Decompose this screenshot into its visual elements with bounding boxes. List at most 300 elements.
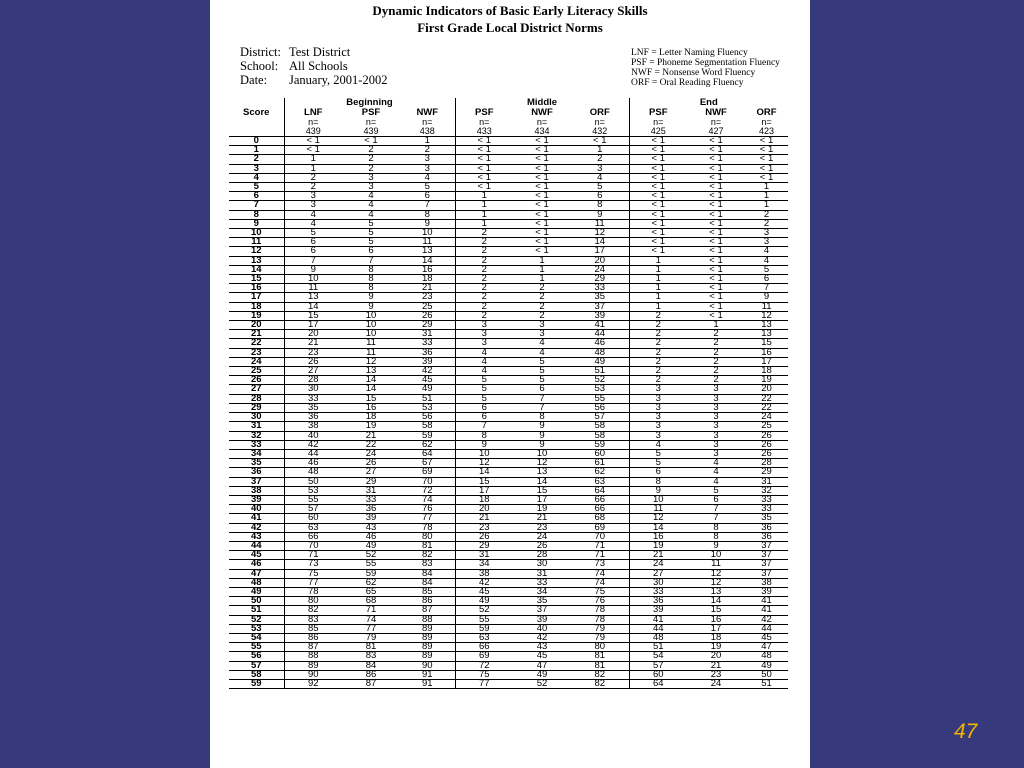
value-cell: 70 (571, 532, 629, 541)
score-cell: 53 (229, 624, 284, 633)
value-cell: 20 (687, 652, 745, 661)
value-cell: 21 (629, 551, 687, 560)
value-cell: 75 (284, 569, 342, 578)
value-cell: 7 (745, 284, 788, 293)
value-cell: 16 (342, 403, 400, 412)
value-cell: 83 (400, 560, 455, 569)
value-cell: 16 (745, 348, 788, 357)
value-cell: 9 (284, 265, 342, 274)
n-value: 434 (513, 127, 571, 137)
value-cell: 15 (455, 477, 513, 486)
value-cell: < 1 (513, 201, 571, 210)
value-cell: 55 (284, 495, 342, 504)
value-cell: 4 (571, 173, 629, 182)
value-cell: 1 (629, 275, 687, 284)
value-cell: 14 (629, 523, 687, 532)
value-cell: 7 (284, 256, 342, 265)
value-cell: 10 (400, 229, 455, 238)
value-cell: 18 (745, 367, 788, 376)
value-cell: 45 (513, 652, 571, 661)
value-cell: 5 (629, 449, 687, 458)
value-cell: 2 (342, 146, 400, 155)
col-header: NWF (416, 107, 439, 118)
value-cell: 2 (513, 284, 571, 293)
value-cell: < 1 (745, 173, 788, 182)
value-cell: 49 (571, 357, 629, 366)
value-cell: 2 (687, 330, 745, 339)
value-cell: 29 (571, 275, 629, 284)
value-cell: 10 (455, 449, 513, 458)
value-cell: 14 (342, 376, 400, 385)
value-cell: 39 (571, 311, 629, 320)
value-cell: 4 (342, 192, 400, 201)
value-cell: 5 (571, 183, 629, 192)
value-cell: 8 (629, 477, 687, 486)
value-cell: 4 (455, 357, 513, 366)
score-cell: 46 (229, 560, 284, 569)
value-cell: 15 (284, 311, 342, 320)
value-cell: 26 (400, 311, 455, 320)
value-cell: 13 (284, 293, 342, 302)
value-cell: 43 (342, 523, 400, 532)
value-cell: 80 (284, 597, 342, 606)
meta-district (240, 45, 350, 60)
value-cell: 35 (513, 597, 571, 606)
value-cell: 31 (745, 477, 788, 486)
score-cell: 21 (229, 330, 284, 339)
value-cell: 63 (284, 523, 342, 532)
value-cell: 89 (400, 633, 455, 642)
col-header: ORF (756, 107, 777, 118)
score-cell: 38 (229, 486, 284, 495)
value-cell: 66 (571, 505, 629, 514)
value-cell: 52 (513, 679, 571, 688)
value-cell: 19 (342, 422, 400, 431)
value-cell: 5 (342, 238, 400, 247)
value-cell: 64 (571, 486, 629, 495)
value-cell: 3 (687, 394, 745, 403)
value-cell: 92 (284, 679, 342, 688)
value-cell: 68 (571, 514, 629, 523)
value-cell: 4 (513, 348, 571, 357)
value-cell: 29 (400, 321, 455, 330)
value-cell: 26 (342, 459, 400, 468)
value-cell: 37 (513, 606, 571, 615)
value-cell: 8 (342, 284, 400, 293)
value-cell: 3 (455, 321, 513, 330)
value-cell: 9 (455, 440, 513, 449)
value-cell: 5 (455, 385, 513, 394)
col-header: PSF (629, 108, 687, 118)
value-cell: 13 (687, 587, 745, 596)
value-cell: 3 (400, 164, 455, 173)
value-cell: 42 (513, 633, 571, 642)
value-cell: 63 (571, 477, 629, 486)
value-cell: 7 (513, 403, 571, 412)
value-cell: 78 (400, 523, 455, 532)
value-cell: 78 (571, 615, 629, 624)
legend-lnf: LNF = Letter Naming Fluency (631, 48, 748, 58)
value-cell: 90 (284, 670, 342, 679)
value-cell: 45 (745, 633, 788, 642)
value-cell: 20 (284, 330, 342, 339)
value-cell: 1 (745, 201, 788, 210)
score-cell: 36 (229, 468, 284, 477)
value-cell: < 1 (455, 137, 513, 146)
value-cell: 11 (342, 339, 400, 348)
value-cell: 2 (629, 376, 687, 385)
value-cell: 3 (629, 385, 687, 394)
value-cell: < 1 (513, 155, 571, 164)
value-cell: 22 (745, 394, 788, 403)
value-cell: 12 (513, 459, 571, 468)
value-cell: 36 (342, 505, 400, 514)
value-cell: 5 (284, 229, 342, 238)
value-cell: < 1 (513, 164, 571, 173)
value-cell: 6 (745, 275, 788, 284)
value-cell: 38 (284, 422, 342, 431)
table-header (229, 98, 788, 137)
value-cell: 86 (342, 670, 400, 679)
value-cell: 36 (629, 597, 687, 606)
value-cell: 2 (284, 173, 342, 182)
value-cell: 4 (455, 348, 513, 357)
value-cell: 79 (342, 633, 400, 642)
value-cell: 35 (745, 514, 788, 523)
value-cell: 1 (455, 210, 513, 219)
value-cell: 33 (513, 578, 571, 587)
score-cell: 26 (229, 376, 284, 385)
value-cell: 2 (629, 311, 687, 320)
value-cell: 21 (400, 284, 455, 293)
value-cell: 66 (284, 532, 342, 541)
value-cell: 6 (455, 403, 513, 412)
value-cell: 53 (400, 403, 455, 412)
n-value: 439 (284, 127, 342, 137)
value-cell: 37 (571, 302, 629, 311)
value-cell: 16 (400, 265, 455, 274)
value-cell: 10 (513, 449, 571, 458)
value-cell: 1 (513, 265, 571, 274)
value-cell: 7 (687, 514, 745, 523)
meta-school (240, 59, 348, 74)
value-cell: 19 (687, 643, 745, 652)
page-number: 47 (954, 720, 978, 743)
value-cell: 40 (513, 624, 571, 633)
value-cell: 2 (513, 293, 571, 302)
value-cell: 2 (687, 376, 745, 385)
value-cell: 41 (629, 615, 687, 624)
n-label: n= (629, 118, 687, 127)
value-cell: 31 (342, 486, 400, 495)
value-cell: < 1 (284, 146, 342, 155)
value-cell: 83 (342, 652, 400, 661)
score-cell: 37 (229, 477, 284, 486)
value-cell: < 1 (687, 229, 745, 238)
n-value: 427 (687, 127, 745, 137)
value-cell: 2 (455, 229, 513, 238)
value-cell: 7 (455, 422, 513, 431)
value-cell: 4 (687, 468, 745, 477)
value-cell: 74 (342, 615, 400, 624)
value-cell: 20 (571, 256, 629, 265)
value-cell: 6 (400, 192, 455, 201)
value-cell: 45 (400, 376, 455, 385)
value-cell: < 1 (687, 247, 745, 256)
score-cell: 29 (229, 403, 284, 412)
value-cell: 3 (284, 201, 342, 210)
value-cell: 7 (513, 394, 571, 403)
value-cell: 62 (400, 440, 455, 449)
value-cell: 42 (455, 578, 513, 587)
value-cell: < 1 (687, 210, 745, 219)
value-cell: 15 (687, 606, 745, 615)
value-cell: 89 (400, 643, 455, 652)
score-cell: 47 (229, 569, 284, 578)
value-cell: 24 (513, 532, 571, 541)
value-cell: < 1 (687, 183, 745, 192)
value-cell: 40 (284, 431, 342, 440)
value-cell: 13 (400, 247, 455, 256)
value-cell: 53 (571, 385, 629, 394)
value-cell: 9 (513, 422, 571, 431)
value-cell: 73 (571, 560, 629, 569)
meta-label: School: (240, 59, 279, 73)
value-cell: 6 (455, 413, 513, 422)
value-cell: 55 (571, 394, 629, 403)
value-cell: < 1 (455, 173, 513, 182)
value-cell: 2 (687, 357, 745, 366)
value-cell: 8 (455, 431, 513, 440)
value-cell: 3 (571, 164, 629, 173)
score-cell: 11 (229, 238, 284, 247)
score-cell: 22 (229, 339, 284, 348)
value-cell: 1 (745, 183, 788, 192)
value-cell: 41 (745, 606, 788, 615)
value-cell: 2 (687, 367, 745, 376)
value-cell: 23 (687, 670, 745, 679)
value-cell: 88 (284, 652, 342, 661)
value-cell: < 1 (687, 137, 745, 146)
score-cell: 35 (229, 459, 284, 468)
value-cell: 2 (629, 321, 687, 330)
score-cell: 43 (229, 532, 284, 541)
value-cell: 3 (687, 422, 745, 431)
value-cell: < 1 (284, 137, 342, 146)
value-cell: 3 (745, 229, 788, 238)
value-cell: 5 (455, 394, 513, 403)
value-cell: 59 (342, 569, 400, 578)
value-cell: < 1 (629, 183, 687, 192)
n-value: 432 (571, 127, 629, 137)
value-cell: 31 (400, 330, 455, 339)
value-cell: 62 (571, 468, 629, 477)
n-label: n= (536, 117, 548, 127)
value-cell: 57 (571, 413, 629, 422)
n-label: n= (284, 118, 342, 127)
value-cell: 5 (513, 376, 571, 385)
value-cell: 77 (400, 514, 455, 523)
value-cell: 7 (687, 505, 745, 514)
value-cell: 3 (629, 413, 687, 422)
value-cell: 28 (284, 376, 342, 385)
value-cell: 29 (455, 541, 513, 550)
value-cell: 24 (687, 679, 745, 688)
table-row (229, 679, 788, 688)
value-cell: 3 (513, 321, 571, 330)
value-cell: 60 (284, 514, 342, 523)
value-cell: 1 (455, 219, 513, 228)
score-cell: 28 (229, 394, 284, 403)
value-cell: 82 (571, 679, 629, 688)
value-cell: 39 (513, 615, 571, 624)
value-cell: 66 (571, 495, 629, 504)
score-cell: 42 (229, 523, 284, 532)
value-cell: 20 (745, 385, 788, 394)
value-cell: 3 (400, 155, 455, 164)
value-cell: 64 (629, 679, 687, 688)
value-cell: < 1 (342, 137, 400, 146)
value-cell: 50 (284, 477, 342, 486)
value-cell: 90 (400, 661, 455, 670)
value-cell: 4 (400, 173, 455, 182)
score-cell: 1 (229, 146, 284, 155)
score-cell: 3 (229, 164, 284, 173)
value-cell: 19 (513, 505, 571, 514)
score-cell: 20 (229, 321, 284, 330)
value-cell: < 1 (687, 201, 745, 210)
value-cell: 1 (629, 256, 687, 265)
value-cell: 59 (571, 440, 629, 449)
value-cell: 69 (400, 468, 455, 477)
value-cell: 84 (400, 569, 455, 578)
score-cell: 44 (229, 541, 284, 550)
n-label: n= (365, 117, 377, 127)
n-value: 425 (629, 127, 687, 137)
value-cell: 6 (687, 495, 745, 504)
score-cell: 17 (229, 293, 284, 302)
n-label: n= (761, 117, 772, 127)
value-cell: 2 (342, 155, 400, 164)
value-cell: 4 (687, 459, 745, 468)
value-cell: 3 (284, 192, 342, 201)
score-cell: 10 (229, 229, 284, 238)
value-cell: 58 (571, 431, 629, 440)
value-cell: 8 (342, 265, 400, 274)
value-cell: 2 (284, 183, 342, 192)
value-cell: 8 (687, 532, 745, 541)
value-cell: < 1 (513, 219, 571, 228)
value-cell: < 1 (687, 311, 745, 320)
value-cell: 44 (629, 624, 687, 633)
value-cell: 14 (400, 256, 455, 265)
value-cell: 72 (455, 661, 513, 670)
score-cell: 5 (229, 183, 284, 192)
value-cell: 22 (745, 403, 788, 412)
value-cell: 56 (400, 413, 455, 422)
value-cell: 64 (400, 449, 455, 458)
score-cell: 7 (229, 201, 284, 210)
value-cell: 28 (745, 459, 788, 468)
col-header: PSF (455, 108, 513, 118)
value-cell: 12 (629, 514, 687, 523)
value-cell: 74 (400, 495, 455, 504)
value-cell: 26 (455, 532, 513, 541)
value-cell: 80 (571, 643, 629, 652)
value-cell: 41 (745, 597, 788, 606)
value-cell: 57 (284, 505, 342, 514)
value-cell: 19 (745, 376, 788, 385)
value-cell: < 1 (513, 238, 571, 247)
value-cell: 52 (342, 551, 400, 560)
value-cell: 18 (342, 413, 400, 422)
value-cell: 25 (400, 302, 455, 311)
value-cell: 84 (342, 661, 400, 670)
value-cell: 2 (455, 275, 513, 284)
value-cell: 81 (571, 661, 629, 670)
value-cell: 1 (513, 256, 571, 265)
value-cell: 11 (629, 505, 687, 514)
value-cell: 43 (513, 643, 571, 652)
value-cell: 12 (571, 229, 629, 238)
value-cell: 71 (284, 551, 342, 560)
value-cell: 21 (513, 514, 571, 523)
value-cell: 85 (284, 624, 342, 633)
value-cell: 91 (400, 670, 455, 679)
value-cell: 74 (571, 569, 629, 578)
value-cell: 42 (400, 367, 455, 376)
value-cell: 17 (284, 321, 342, 330)
value-cell: 1 (629, 293, 687, 302)
score-cell: 51 (229, 606, 284, 615)
n-label: n= (422, 117, 433, 127)
value-cell: 65 (342, 587, 400, 596)
score-cell: 48 (229, 578, 284, 587)
legend-orf: ORF = Oral Reading Fluency (631, 78, 744, 88)
value-cell: 13 (342, 367, 400, 376)
value-cell: 50 (745, 670, 788, 679)
value-cell: 37 (745, 541, 788, 550)
col-header: ORF (589, 107, 610, 118)
value-cell: 3 (629, 431, 687, 440)
value-cell: 63 (455, 633, 513, 642)
value-cell: 71 (571, 551, 629, 560)
value-cell: 1 (455, 192, 513, 201)
value-cell: 24 (571, 265, 629, 274)
value-cell: 67 (400, 459, 455, 468)
value-cell: 83 (284, 615, 342, 624)
value-cell: 41 (571, 321, 629, 330)
value-cell: < 1 (629, 238, 687, 247)
value-cell: 66 (455, 643, 513, 652)
value-cell: 9 (513, 440, 571, 449)
score-cell: 58 (229, 670, 284, 679)
value-cell: 80 (400, 532, 455, 541)
value-cell: 8 (342, 275, 400, 284)
value-cell: 75 (571, 587, 629, 596)
document-subtitle: First Grade Local District Norms (417, 20, 603, 35)
value-cell: 4 (342, 210, 400, 219)
score-cell: 45 (229, 551, 284, 560)
value-cell: 26 (745, 431, 788, 440)
value-cell: 57 (629, 661, 687, 670)
value-cell: 89 (400, 652, 455, 661)
value-cell: 12 (745, 311, 788, 320)
value-cell: 37 (745, 569, 788, 578)
value-cell: 71 (571, 541, 629, 550)
legend-psf: PSF = Phoneme Segmentation Fluency (631, 58, 780, 68)
col-header: NWF (705, 107, 727, 118)
